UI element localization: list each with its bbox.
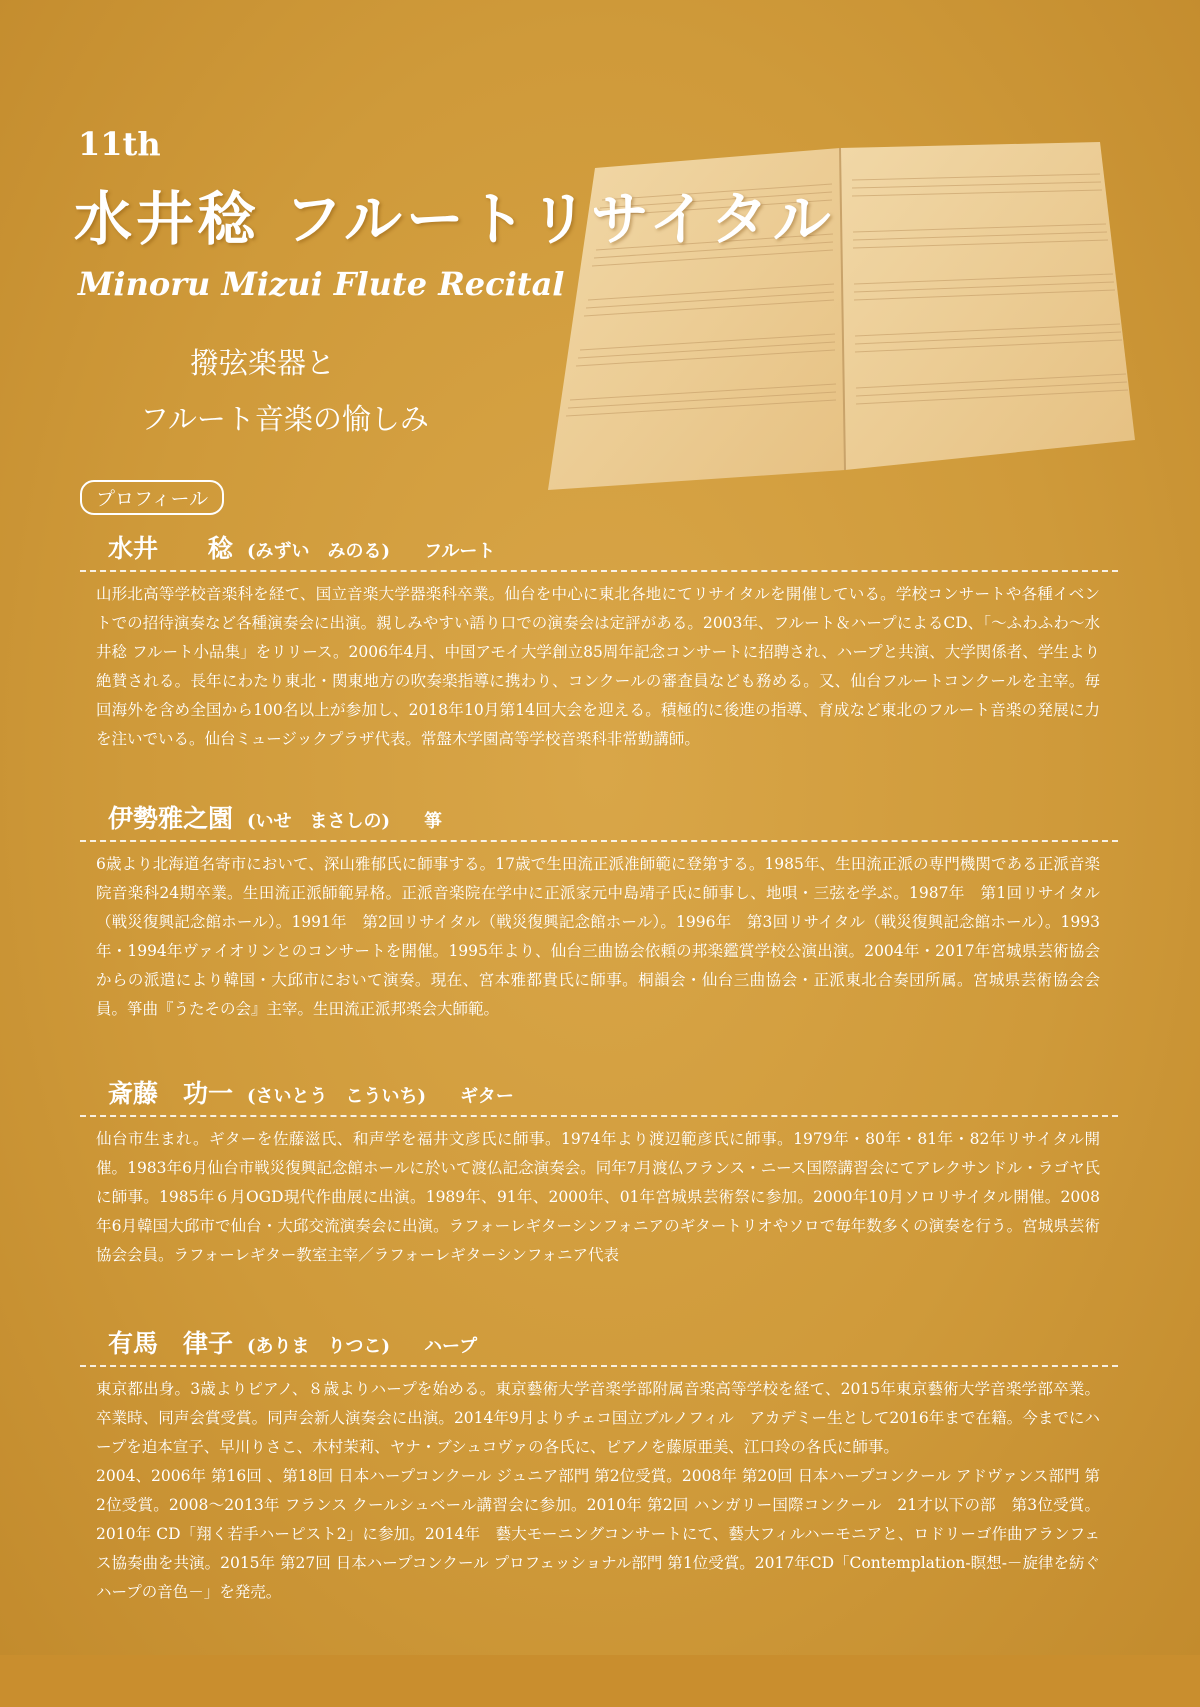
performer-instrument: ハープ: [424, 1336, 478, 1357]
performer-bio: [96, 1125, 1100, 1270]
performer-profile: [80, 800, 1118, 1024]
performer-reading: (いせ まさしの): [247, 811, 391, 832]
performer-heading: [80, 1325, 1118, 1363]
performer-reading: (みずい みのる): [247, 541, 391, 562]
edition-label: 11th: [78, 125, 161, 163]
performer-instrument: ギター: [460, 1086, 514, 1107]
performer-profile: [80, 1325, 1118, 1607]
performer-heading: [80, 530, 1118, 568]
dashed-divider: [80, 1365, 1118, 1367]
performer-profile: [80, 1075, 1118, 1270]
performer-instrument: 箏: [424, 811, 443, 832]
bio-paragraph: 山形北高等学校音楽科を経て、国立音楽大学器楽科卒業。仙台を中心に東北各地にてリサイタルを開催している。学校コンサートや各種イベントでの招待演奏など各種演奏会に出演。親しみやすい語り口での演奏会は定評がある。2003年、フルート＆ハープによるCD、「～ふわふわ～水井稔 フルート小品集」をリリース。2006年4月、中国アモイ大学創立85周年記念コンサートに招聘され、ハープと共演、大学関係者、学生より絶賛される。長年にわたり東北・関東地方の吹奏楽指導に携わり、コンクールの審査員なども務める。又、仙台フルートコンクールを主宰。毎回海外を含め全国から100名以上が参加し、2018年10月第14回大会を迎える。積極的に後進の指導、育成など東北のフルート音楽の発展に力を注いでいる。仙台ミュージックプラザ代表。常盤木学園高等学校音楽科非常勤講師。: [96, 585, 1100, 748]
bio-paragraph: 東京都出身。3歳よりピアノ、８歳よりハープを始める。東京藝術大学音楽学部附属音楽高等学校を経て、2015年東京藝術大学音楽学部卒業。卒業時、同声会賞受賞。同声会新人演奏会に出演。2014年9月よりチェコ国立ブルノフィル アカデミー生として2016年まで在籍。今までにハープを迫本宣子、早川りさこ、木村茉莉、ヤナ・ブシュコヴァの各氏に、ピアノを藤原亜美、江口玲の各氏に師事。: [96, 1380, 1100, 1456]
performer-name: 有馬 律子: [108, 1329, 234, 1358]
recital-title-english: Minoru Mizui Flute Recital: [78, 265, 565, 303]
subtitle-line-2: フルート音楽の愉しみ: [140, 402, 429, 436]
performer-name: 伊勢雅之園: [108, 804, 234, 833]
bio-paragraph: 仙台市生まれ。ギターを佐藤滋氏、和声学を福井文彦氏に師事。1974年より渡辺範彦氏に師事。1979年・80年・81年・82年リサイタル開催。1983年6月仙台市戦災復興記念館ホールに於いて渡仏記念演奏会。同年7月渡仏フランス・ニース国際講習会にてアレクサンドル・ラゴヤ氏に師事。1985年６月OGD現代作曲展に出演。1989年、91年、2000年、01年宮城県芸術祭に参加。2000年10月ソロリサイタル開催。2008年6月韓国大邱市で仙台・大邱交流演奏会に出演。ラフォーレギターシンフォニアのギタートリオやソロで毎年数多くの演奏を行う。宮城県芸術協会会員。ラフォーレギター教室主宰／ラフォーレギターシンフォニア代表: [96, 1130, 1100, 1264]
performer-heading: [80, 800, 1118, 838]
performer-name: 水井 稔: [108, 534, 234, 563]
dashed-divider: [80, 570, 1118, 572]
recital-title: 水井稔 フルートリサイタル: [74, 185, 835, 253]
bottom-band: [0, 1655, 1200, 1707]
performer-name: 斎藤 功一: [108, 1079, 234, 1108]
dashed-divider: [80, 1115, 1118, 1117]
bio-paragraph: 2004、2006年 第16回 、第18回 日本ハープコンクール ジュニア部門 第2位受賞。2008年 第20回 日本ハープコンクール アドヴァンス部門 第2位受賞。2008～2013年 フランス クールシュベール講習会に参加。2010年 第2回 ハンガリー国際コンクール 21才以下の部 第3位受賞。2010年 CD「翔く若手ハーピスト2」に参加。2014年 藝大モーニングコンサートにて、藝大フィルハーモニアと、ロドリーゴ作曲アランフェス協奏曲を共演。2015年 第27回 日本ハープコンクール プロフェッショナル部門 第1位受賞。2017年CD「Contemplation-瞑想-－旋律を紡ぐハープの音色－」を発売。: [96, 1467, 1100, 1601]
performer-bio: [96, 580, 1100, 754]
bio-paragraph: 6歳より北海道名寄市において、深山雅郁氏に師事する。17歳で生田流正派准師範に登第する。1985年、生田流正派の専門機関である正派音楽院音楽科24期卒業。生田流正派師範昇格。正派音楽院在学中に正派家元中島靖子氏に師事し、地唄・三弦を学ぶ。1987年 第1回リサイタル（戦災復興記念館ホール）。1991年 第2回リサイタル（戦災復興記念館ホール）。1996年 第3回リサイタル（戦災復興記念館ホール）。1993年・1994年ヴァイオリンとのコンサートを開催。1995年より、仙台三曲協会依頼の邦楽鑑賞学校公演出演。2004年・2017年宮城県芸術協会からの派遣により韓国・大邱市において演奏。現在、宮本雅都貴氏に師事。桐韻会・仙台三曲協会・正派東北合奏団所属。宮城県芸術協会会員。箏曲『うたその会』主宰。生田流正派邦楽会大師範。: [96, 855, 1100, 1018]
dashed-divider: [80, 840, 1118, 842]
recital-subtitle: [140, 335, 429, 447]
performer-instrument: フルート: [424, 541, 496, 562]
performer-heading: [80, 1075, 1118, 1113]
performer-profile: [80, 530, 1118, 754]
subtitle-line-1: 撥弦楽器と: [190, 346, 336, 380]
performer-bio: [96, 850, 1100, 1024]
profile-label: プロフィール: [80, 480, 224, 515]
performer-reading: (さいとう こういち): [247, 1086, 427, 1107]
performer-reading: (ありま りつこ): [247, 1336, 391, 1357]
performer-bio: [96, 1375, 1100, 1607]
